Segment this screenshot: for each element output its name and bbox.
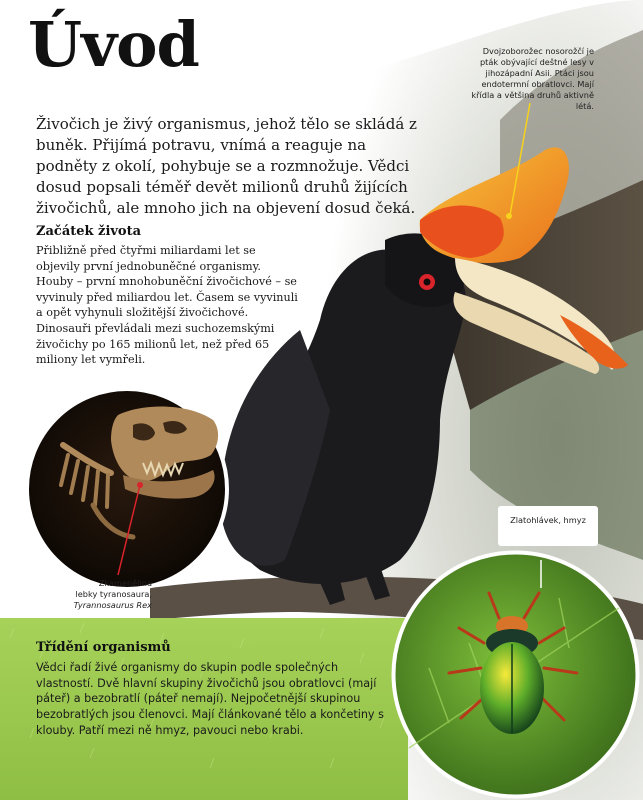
hornbill-caption: Dvojzoborožec nosorožčí je pták obývající deštné lesy v jihozápadní Asii. Ptáci jsou endotermní obratlovci. Mají křídla a většina druhů aktivně létá. — [471, 46, 594, 111]
beetle-photo — [389, 548, 642, 800]
fossil-caption-line1: Zkamenělina — [98, 578, 152, 588]
fossil-caption — [36, 578, 152, 611]
section-heading-life: Začátek života — [36, 224, 142, 239]
intro-paragraph: Živočich je živý organismus, jehož tělo se skládá z buněk. Přijímá potravu, vnímá a reaguje na podněty z okolí, pohybuje se a rozmnožuje. Vědci dosud popsali téměř devět milionů druhů žijících živočichů, ale mnoho jich na objevení dosud čeká. — [36, 115, 417, 217]
section-body-classification: Vědci řadí živé organismy do skupin podle společných vlastností. Dvě hlavní skupiny živočichů jsou obratlovci (mají páteř) a bezobratlí (páteř nemají). Nejpočetnější skupinou bezobratlých jsou členovci. Mají článkované tělo a končetiny s klouby. Patří mezi ně hmyz, pavouci nebo krabi. — [36, 661, 384, 737]
fossil-caption-line2: lebky tyranosaura, — [75, 589, 152, 599]
section-body-life: Přibližně před čtyřmi miliardami let se objevily první jednobuněčné organismy. Houby – první mnohobuněční živočichové – se vyvinuly před miliardou let. Časem se vyvinuli a opět vyhynuli složitější živočichové. Dinosauři převládali mezi suchozemskými živočichy po 165 milionů let, než před 65 miliony let vymřeli. — [36, 244, 298, 367]
beetle-caption: Zlatohlávek, hmyz — [498, 506, 598, 546]
trex-fossil-photo — [23, 385, 231, 593]
fossil-caption-species: Tyrannosaurus Rex — [73, 600, 152, 610]
page-title: Úvod — [28, 8, 199, 81]
section-heading-classification: Třídění organismů — [36, 640, 171, 655]
